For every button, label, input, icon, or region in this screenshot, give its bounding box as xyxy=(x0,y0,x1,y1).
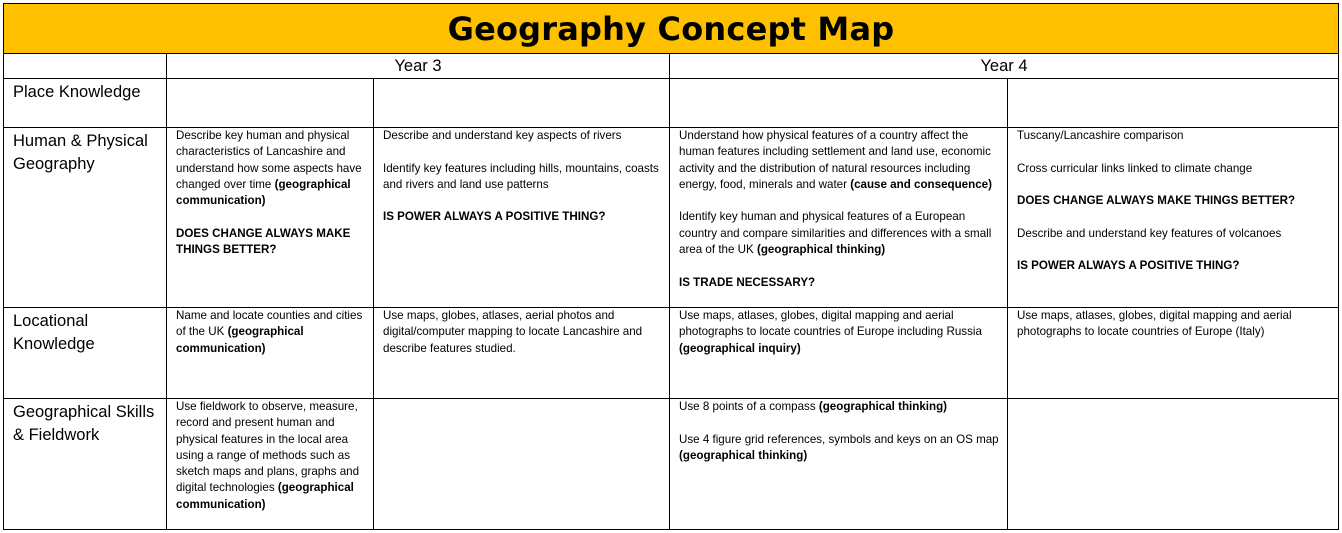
cell-paragraph xyxy=(679,308,1002,357)
content-cell xyxy=(167,79,374,128)
paragraph-text: Use maps, globes, atlases, aerial photos and digital/computer mapping to locate Lancashire and describe features studied. xyxy=(383,309,643,355)
paragraph-emphasis: IS TRADE NECESSARY? xyxy=(679,275,816,289)
paragraph-emphasis: DOES CHANGE ALWAYS MAKE THINGS BETTER? xyxy=(1017,194,1296,208)
row-label: Geographical Skills & Fieldwork xyxy=(4,399,167,530)
cell-paragraph xyxy=(679,275,1002,291)
content-cell xyxy=(670,128,1008,308)
year-3-header: Year 3 xyxy=(167,54,670,79)
paragraph-emphasis: (geographical inquiry) xyxy=(679,341,801,355)
paragraph-text: Tuscany/Lancashire comparison xyxy=(1017,129,1184,142)
cell-paragraph xyxy=(176,128,368,209)
row-label: Human & Physical Geography xyxy=(4,128,167,308)
cell-paragraph xyxy=(679,399,1002,415)
concept-map-table xyxy=(3,3,1339,530)
paragraph-text: Identify key human and physical features of a European country and compare similarities and differences with a small area of the UK xyxy=(679,210,992,257)
row-locational-knowledge xyxy=(4,308,1339,399)
cell-paragraph xyxy=(1017,128,1333,144)
paragraph-emphasis: IS POWER ALWAYS A POSITIVE THING? xyxy=(383,210,606,224)
row-geographical-skills-fieldwork xyxy=(4,399,1339,530)
paragraph-emphasis: DOES CHANGE ALWAYS MAKE THINGS BETTER? xyxy=(176,226,351,257)
content-cell xyxy=(374,399,670,530)
paragraph-emphasis: (geographical thinking) xyxy=(756,243,886,257)
paragraph-emphasis: (geographical communication) xyxy=(176,177,351,208)
cell-paragraph xyxy=(1017,161,1333,177)
content-cell xyxy=(374,128,670,308)
paragraph-text: Name and locate counties and cities of the UK xyxy=(176,309,363,339)
paragraph-text: Describe and understand key features of volcanoes xyxy=(1017,226,1282,240)
row-human-physical-geography xyxy=(4,128,1339,308)
cell-paragraph xyxy=(383,128,664,144)
paragraph-text: Use fieldwork to observe, measure, record and present human and physical features in the local area using a range of methods such as sketch maps and plans, graphs and digital technologies xyxy=(176,400,360,495)
content-cell xyxy=(670,399,1008,530)
paragraph-emphasis: (geographical thinking) xyxy=(818,400,948,413)
content-cell xyxy=(1008,308,1339,399)
paragraph-text: Use maps, atlases, globes, digital mapping and aerial photographs to locate countries of Europe (Italy) xyxy=(1017,309,1292,339)
row-label: Locational Knowledge xyxy=(4,308,167,399)
content-cell xyxy=(670,308,1008,399)
cell-paragraph xyxy=(1017,226,1333,242)
paragraph-text: Use 4 figure grid references, symbols and keys on an OS map xyxy=(679,432,999,446)
cell-paragraph xyxy=(176,308,368,357)
page-title: Geography Concept Map xyxy=(4,4,1339,54)
paragraph-emphasis: (geographical communication) xyxy=(176,481,354,511)
content-cell xyxy=(374,308,670,399)
paragraph-text: Cross curricular links linked to climate change xyxy=(1017,161,1253,175)
header-corner-cell xyxy=(4,54,167,79)
paragraph-emphasis: (geographical communication) xyxy=(176,325,304,355)
content-cell xyxy=(1008,128,1339,308)
paragraph-text: Identify key features including hills, mountains, coasts and rivers and land use patterns xyxy=(383,161,659,191)
cell-paragraph xyxy=(383,209,664,225)
paragraph-text: Use maps, atlases, globes, digital mapping and aerial photographs to locate countries of Europe including Russia xyxy=(679,309,982,339)
cell-paragraph xyxy=(383,161,664,194)
paragraph-emphasis: (geographical thinking) xyxy=(679,448,808,462)
cell-paragraph xyxy=(1017,308,1333,341)
cell-paragraph xyxy=(679,128,1002,193)
paragraph-emphasis: IS POWER ALWAYS A POSITIVE THING? xyxy=(1017,259,1240,273)
cell-paragraph xyxy=(1017,193,1333,209)
cell-paragraph xyxy=(176,399,368,513)
content-cell xyxy=(167,399,374,530)
paragraph-text: Describe key human and physical characteristics of Lancashire and understand how some aspects have changed over time xyxy=(176,129,362,191)
content-cell xyxy=(167,128,374,308)
year-4-header: Year 4 xyxy=(670,54,1339,79)
paragraph-emphasis: (cause and consequence) xyxy=(850,177,992,191)
content-cell xyxy=(670,79,1008,128)
row-place-knowledge xyxy=(4,79,1339,128)
cell-paragraph xyxy=(679,209,1002,258)
content-cell xyxy=(374,79,670,128)
paragraph-text: Understand how physical features of a country affect the human features including settlement and land use, economic activity and the distribution of natural resources including energy, food, minerals and water xyxy=(679,129,991,191)
cell-paragraph xyxy=(176,226,368,259)
content-cell xyxy=(167,308,374,399)
cell-paragraph xyxy=(679,432,1002,465)
cell-paragraph xyxy=(1017,258,1333,274)
cell-paragraph xyxy=(383,308,664,357)
content-cell xyxy=(1008,79,1339,128)
paragraph-text: Describe and understand key aspects of rivers xyxy=(383,129,622,142)
row-label: Place Knowledge xyxy=(4,79,167,128)
paragraph-text: Use 8 points of a compass xyxy=(679,400,819,413)
content-cell xyxy=(1008,399,1339,530)
